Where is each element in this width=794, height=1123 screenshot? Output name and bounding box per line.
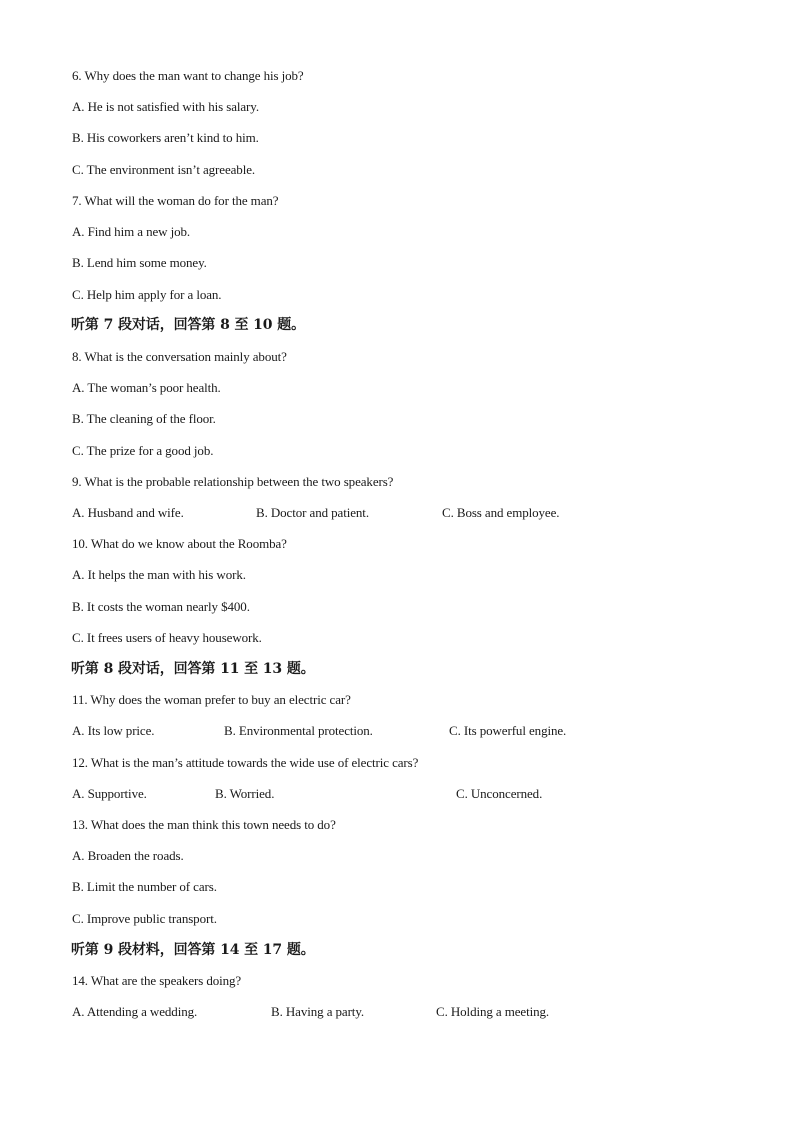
question-13-option-a: A. Broaden the roads. [72, 848, 184, 863]
question-12-option-a: A. Supportive. [72, 786, 147, 801]
question-10-stem: 10. What do we know about the Roomba? [72, 536, 287, 551]
question-11-option-a: A. Its low price. [72, 723, 155, 738]
question-10-option-c: C. It frees users of heavy housework. [72, 630, 262, 645]
question-9-option-b: B. Doctor and patient. [256, 505, 369, 520]
question-11-option-c: C. Its powerful engine. [449, 723, 567, 738]
section-heading-9: 听第 9 段材料，回答第 14 至 17 题。 [71, 942, 315, 958]
question-12-stem: 12. What is the man’s attitude towards the wide use of electric cars? [72, 755, 419, 770]
question-14-stem: 14. What are the speakers doing? [72, 973, 242, 988]
question-7-stem: 7. What will the woman do for the man? [72, 193, 279, 208]
question-6-option-c: C. The environment isn’t agreeable. [72, 162, 256, 177]
question-10-option-a: A. It helps the man with his work. [72, 567, 246, 582]
question-13-option-c: C. Improve public transport. [72, 911, 217, 926]
question-7-option-a: A. Find him a new job. [72, 224, 191, 239]
question-11-option-b: B. Environmental protection. [224, 723, 373, 738]
question-6-option-b: B. His coworkers aren’t kind to him. [72, 130, 259, 145]
question-7-option-c: C. Help him apply for a loan. [72, 287, 222, 302]
question-11-stem: 11. Why does the woman prefer to buy an electric car? [72, 692, 351, 707]
question-6-option-a: A. He is not satisfied with his salary. [72, 99, 259, 114]
question-13-stem: 13. What does the man think this town needs to do? [72, 817, 336, 832]
question-14-option-c: C. Holding a meeting. [436, 1004, 550, 1019]
question-8-option-a: A. The woman’s poor health. [72, 380, 221, 395]
question-10-option-b: B. It costs the woman nearly $400. [72, 599, 250, 614]
question-9-option-a: A. Husband and wife. [72, 505, 184, 520]
section-heading-8: 听第 8 段对话，回答第 11 至 13 题。 [71, 661, 315, 677]
question-14-option-a: A. Attending a wedding. [72, 1004, 198, 1019]
question-8-option-b: B. The cleaning of the floor. [72, 411, 216, 426]
question-8-stem: 8. What is the conversation mainly about? [72, 349, 287, 364]
question-12-option-b: B. Worried. [215, 786, 275, 801]
question-7-option-b: B. Lend him some money. [72, 255, 207, 270]
question-6-stem: 6. Why does the man want to change his job? [72, 68, 304, 83]
question-8-option-c: C. The prize for a good job. [72, 443, 214, 458]
question-13-option-b: B. Limit the number of cars. [72, 879, 217, 894]
question-14-option-b: B. Having a party. [271, 1004, 365, 1019]
question-12-option-c: C. Unconcerned. [456, 786, 543, 801]
question-9-option-c: C. Boss and employee. [442, 505, 560, 520]
section-heading-7: 听第 7 段对话，回答第 8 至 10 题。 [71, 317, 306, 333]
question-9-stem: 9. What is the probable relationship between the two speakers? [72, 474, 394, 489]
